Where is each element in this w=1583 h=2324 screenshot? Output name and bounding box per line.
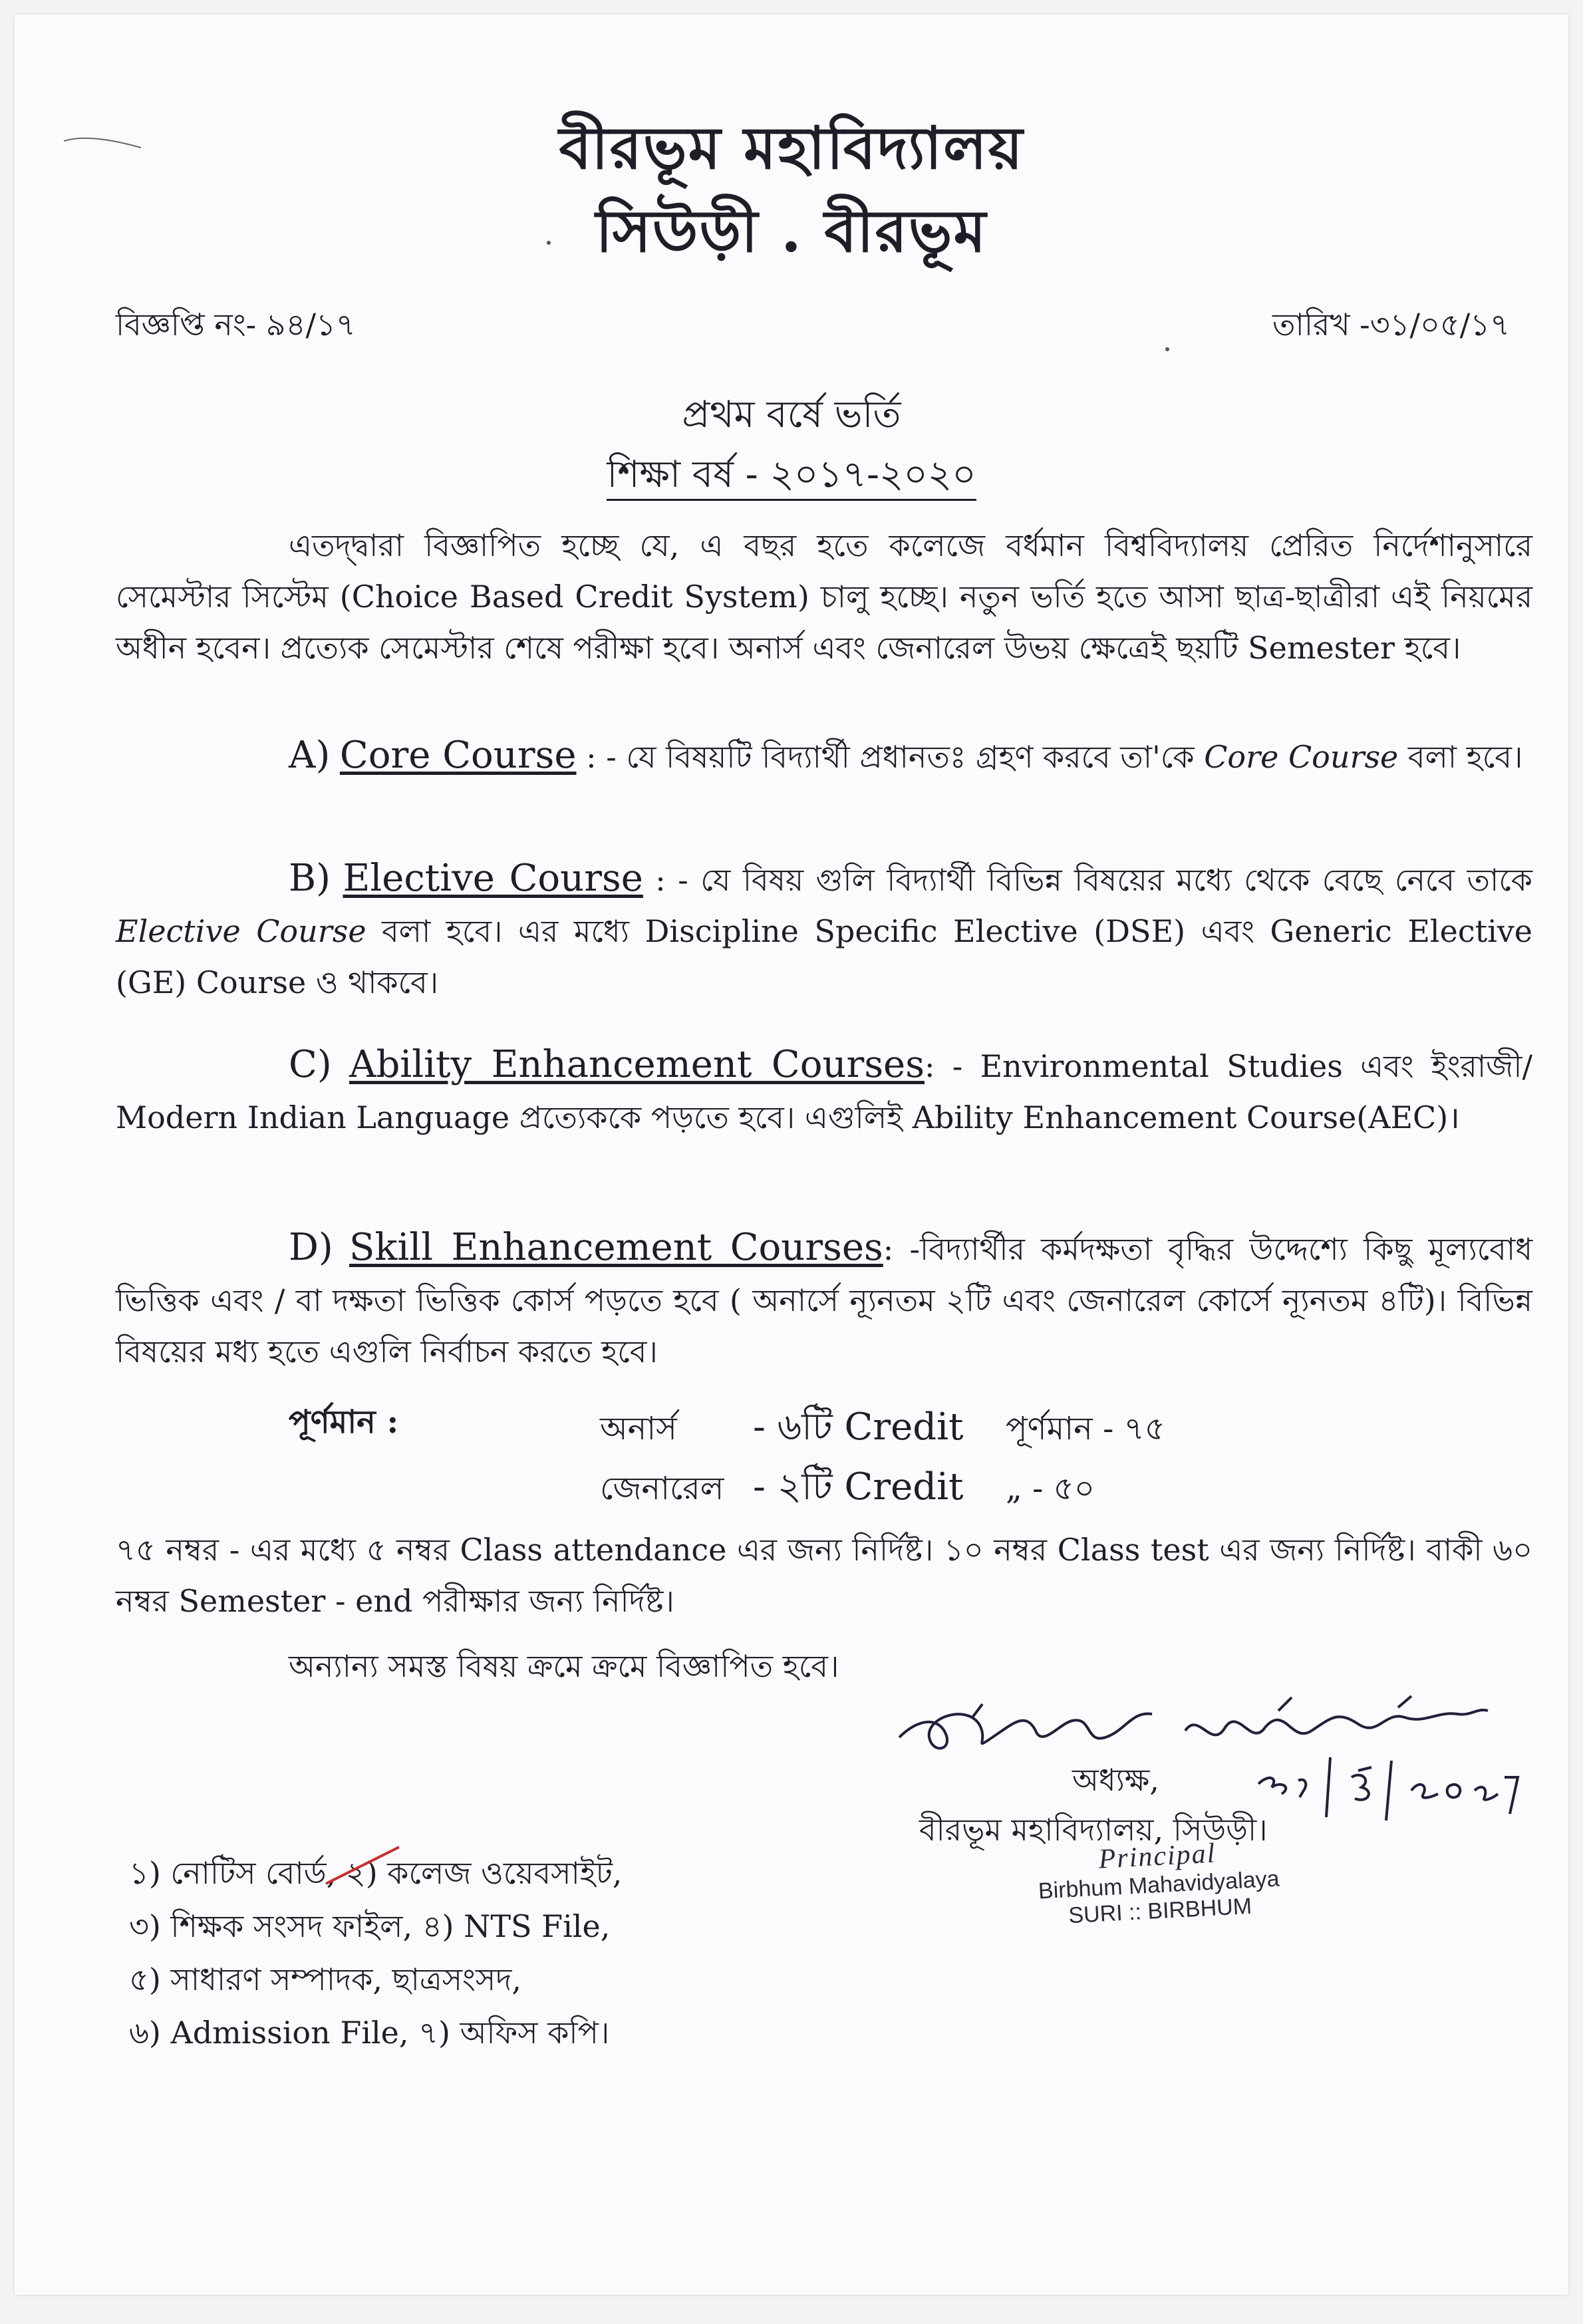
stamp-college: Birbhum Mahavidyalaya xyxy=(1038,1866,1280,1904)
item-body: : -বিদ্যার্থীর কর্মদক্ষতা বৃদ্ধির উদ্দেশ্যে কিছু মূল্যবোধ ভিত্তিক এবং / বা দক্ষতা ভিত্তিক কোর্স পড়তে হবে ( অনার্সে ন্যূনতম ২টি এবং জেনারেল কোর্সে ন্যূনতম ৪টি)। বিভিন্ন বিষয়ের মধ্য হতে এগুলি নির্বাচন করতে হবে। xyxy=(116,1231,1532,1370)
marks-course: অনার্স xyxy=(600,1410,677,1447)
marks-row-general xyxy=(600,1458,1095,1521)
stamp-title: Principal xyxy=(1097,1838,1217,1875)
cc-notice-board: ১) নোটিস বোর্ড, xyxy=(129,1855,337,1891)
intro-paragraph: এতদ্দ্বারা বিজ্ঞাপিত হচ্ছে যে, এ বছর হতে কলেজে বর্ধমান বিশ্ববিদ্যালয় প্রেরিত নির্দেশানুসারে সেমেস্টার সিস্টেম (Choice Based Credit System) চালু হচ্ছে। নতুন ভর্তি হতে আসা ছাত্র-ছাত্রীরা এই নিয়মের অধীন হবেন। প্রত্যেক সেমেস্টার শেষে পরীক্ষা হবে। অনার্স এবং জেনারেল উভয় ক্ষেত্রেই ছয়টি Semester হবে। xyxy=(116,527,1532,666)
item-letter: B) xyxy=(289,857,331,900)
marks-full: „ - ৫০ xyxy=(1006,1470,1095,1507)
item-heading: Elective Course xyxy=(343,857,643,900)
full-marks-label: পূর্ণমান : xyxy=(289,1403,399,1441)
cc-line-1 xyxy=(129,1850,622,1901)
stamp-place: SURI :: BIRBHUM xyxy=(1068,1893,1252,1929)
academic-year xyxy=(15,446,1568,508)
item-body: : - যে বিষয়টি বিদ্যার্থী প্রধানতঃ গ্রহণ করবে তা'কে xyxy=(576,739,1205,775)
cc-college-website: কলেজ ওয়েবসাইট, xyxy=(377,1855,623,1891)
item-emphasis: Core Course xyxy=(1204,739,1399,775)
marks-course: জেনারেল xyxy=(600,1470,724,1507)
cc-line-4: ৬) Admission File, ৭) অফিস কপি। xyxy=(129,2015,610,2051)
marks-row-honours xyxy=(600,1398,1165,1461)
document-title: প্রথম বর্ষে ভর্তি xyxy=(682,393,901,436)
marks-credit: - ২টি Credit xyxy=(753,1465,964,1509)
item-letter: C) xyxy=(289,1043,332,1086)
notice-number: বিজ্ঞপ্তি নং- ৯৪/১৭ xyxy=(116,307,356,343)
item-heading: Ability Enhancement Courses xyxy=(349,1043,925,1086)
item-skill-enhancement xyxy=(116,1222,1532,1378)
cc-line-2: ৩) শিক্ষক সংসদ ফাইল, ৪) NTS File, xyxy=(129,1908,611,1944)
closing-line: অন্যান্য সমস্ত বিষয় ক্রমে ক্রমে বিজ্ঞাপিত হবে। xyxy=(289,1648,839,1684)
item-tail: বলা হবে। এর মধ্যে Discipline Specific Elective (DSE) এবং Generic Elective (GE) Course ও থাকবে। xyxy=(116,913,1533,1000)
principal-stamp xyxy=(997,1832,1320,1933)
college-name: বীরভূম মহাবিদ্যালয় xyxy=(559,113,1024,182)
marks-note: ৭৫ নম্বর - এর মধ্যে ৫ নম্বর Class attendance এর জন্য নির্দিষ্ট। ১০ নম্বর Class test এর জন্য নির্দিষ্ট। বাকী ৬০ নম্বর Semester - end পরীক্ষার জন্য নির্দিষ্ট। xyxy=(116,1532,1532,1619)
item-tail: বলা হবে। xyxy=(1398,739,1523,775)
strike-mark xyxy=(326,1844,399,1897)
item-heading: Skill Enhancement Courses xyxy=(349,1226,883,1269)
cc-struck-number-text: ২) xyxy=(345,1855,378,1891)
college-location: সিউড়ী . বীরভূম xyxy=(595,196,988,265)
cc-line-3: ৫) সাধারণ সম্পাদক, ছাত্রসংসদ, xyxy=(129,1961,521,1997)
cc-struck-number xyxy=(346,1850,378,1901)
item-heading: Core Course xyxy=(339,734,577,777)
item-letter: A) xyxy=(289,734,331,777)
item-body: : - যে বিষয় গুলি বিদ্যার্থী বিভিন্ন বিষয়ের মধ্যে থেকে বেছে নেবে তাকে xyxy=(643,862,1532,898)
item-elective-course xyxy=(116,853,1532,1008)
marks-credit: - ৬টি Credit xyxy=(753,1405,964,1449)
notice-page xyxy=(15,15,1568,2295)
item-letter: D) xyxy=(289,1226,333,1269)
signatory-college: বীরভূম মহাবিদ্যালয়, সিউড়ী। xyxy=(919,1812,1268,1848)
item-emphasis: Elective Course xyxy=(116,913,366,949)
item-body: : - Environmental Studies এবং ইংরাজী/ Modern Indian Language প্রত্যেককে পড়তে হবে। এগুলিই Ability Enhancement Course(AEC)। xyxy=(116,1048,1532,1135)
item-ability-enhancement xyxy=(116,1039,1532,1143)
item-core-course xyxy=(116,730,1532,783)
signature-date-handwritten xyxy=(1252,1751,1531,1824)
speck xyxy=(1165,347,1169,351)
signatory-title: অধ্যক্ষ, xyxy=(1072,1762,1159,1798)
academic-year-text: শিক্ষা বর্ষ - ২০১৭-২০২০ xyxy=(607,453,976,501)
notice-date: তারিখ -৩১/০৫/১৭ xyxy=(1272,307,1510,343)
marks-full: পূর্ণমান - ৭৫ xyxy=(1006,1410,1165,1447)
